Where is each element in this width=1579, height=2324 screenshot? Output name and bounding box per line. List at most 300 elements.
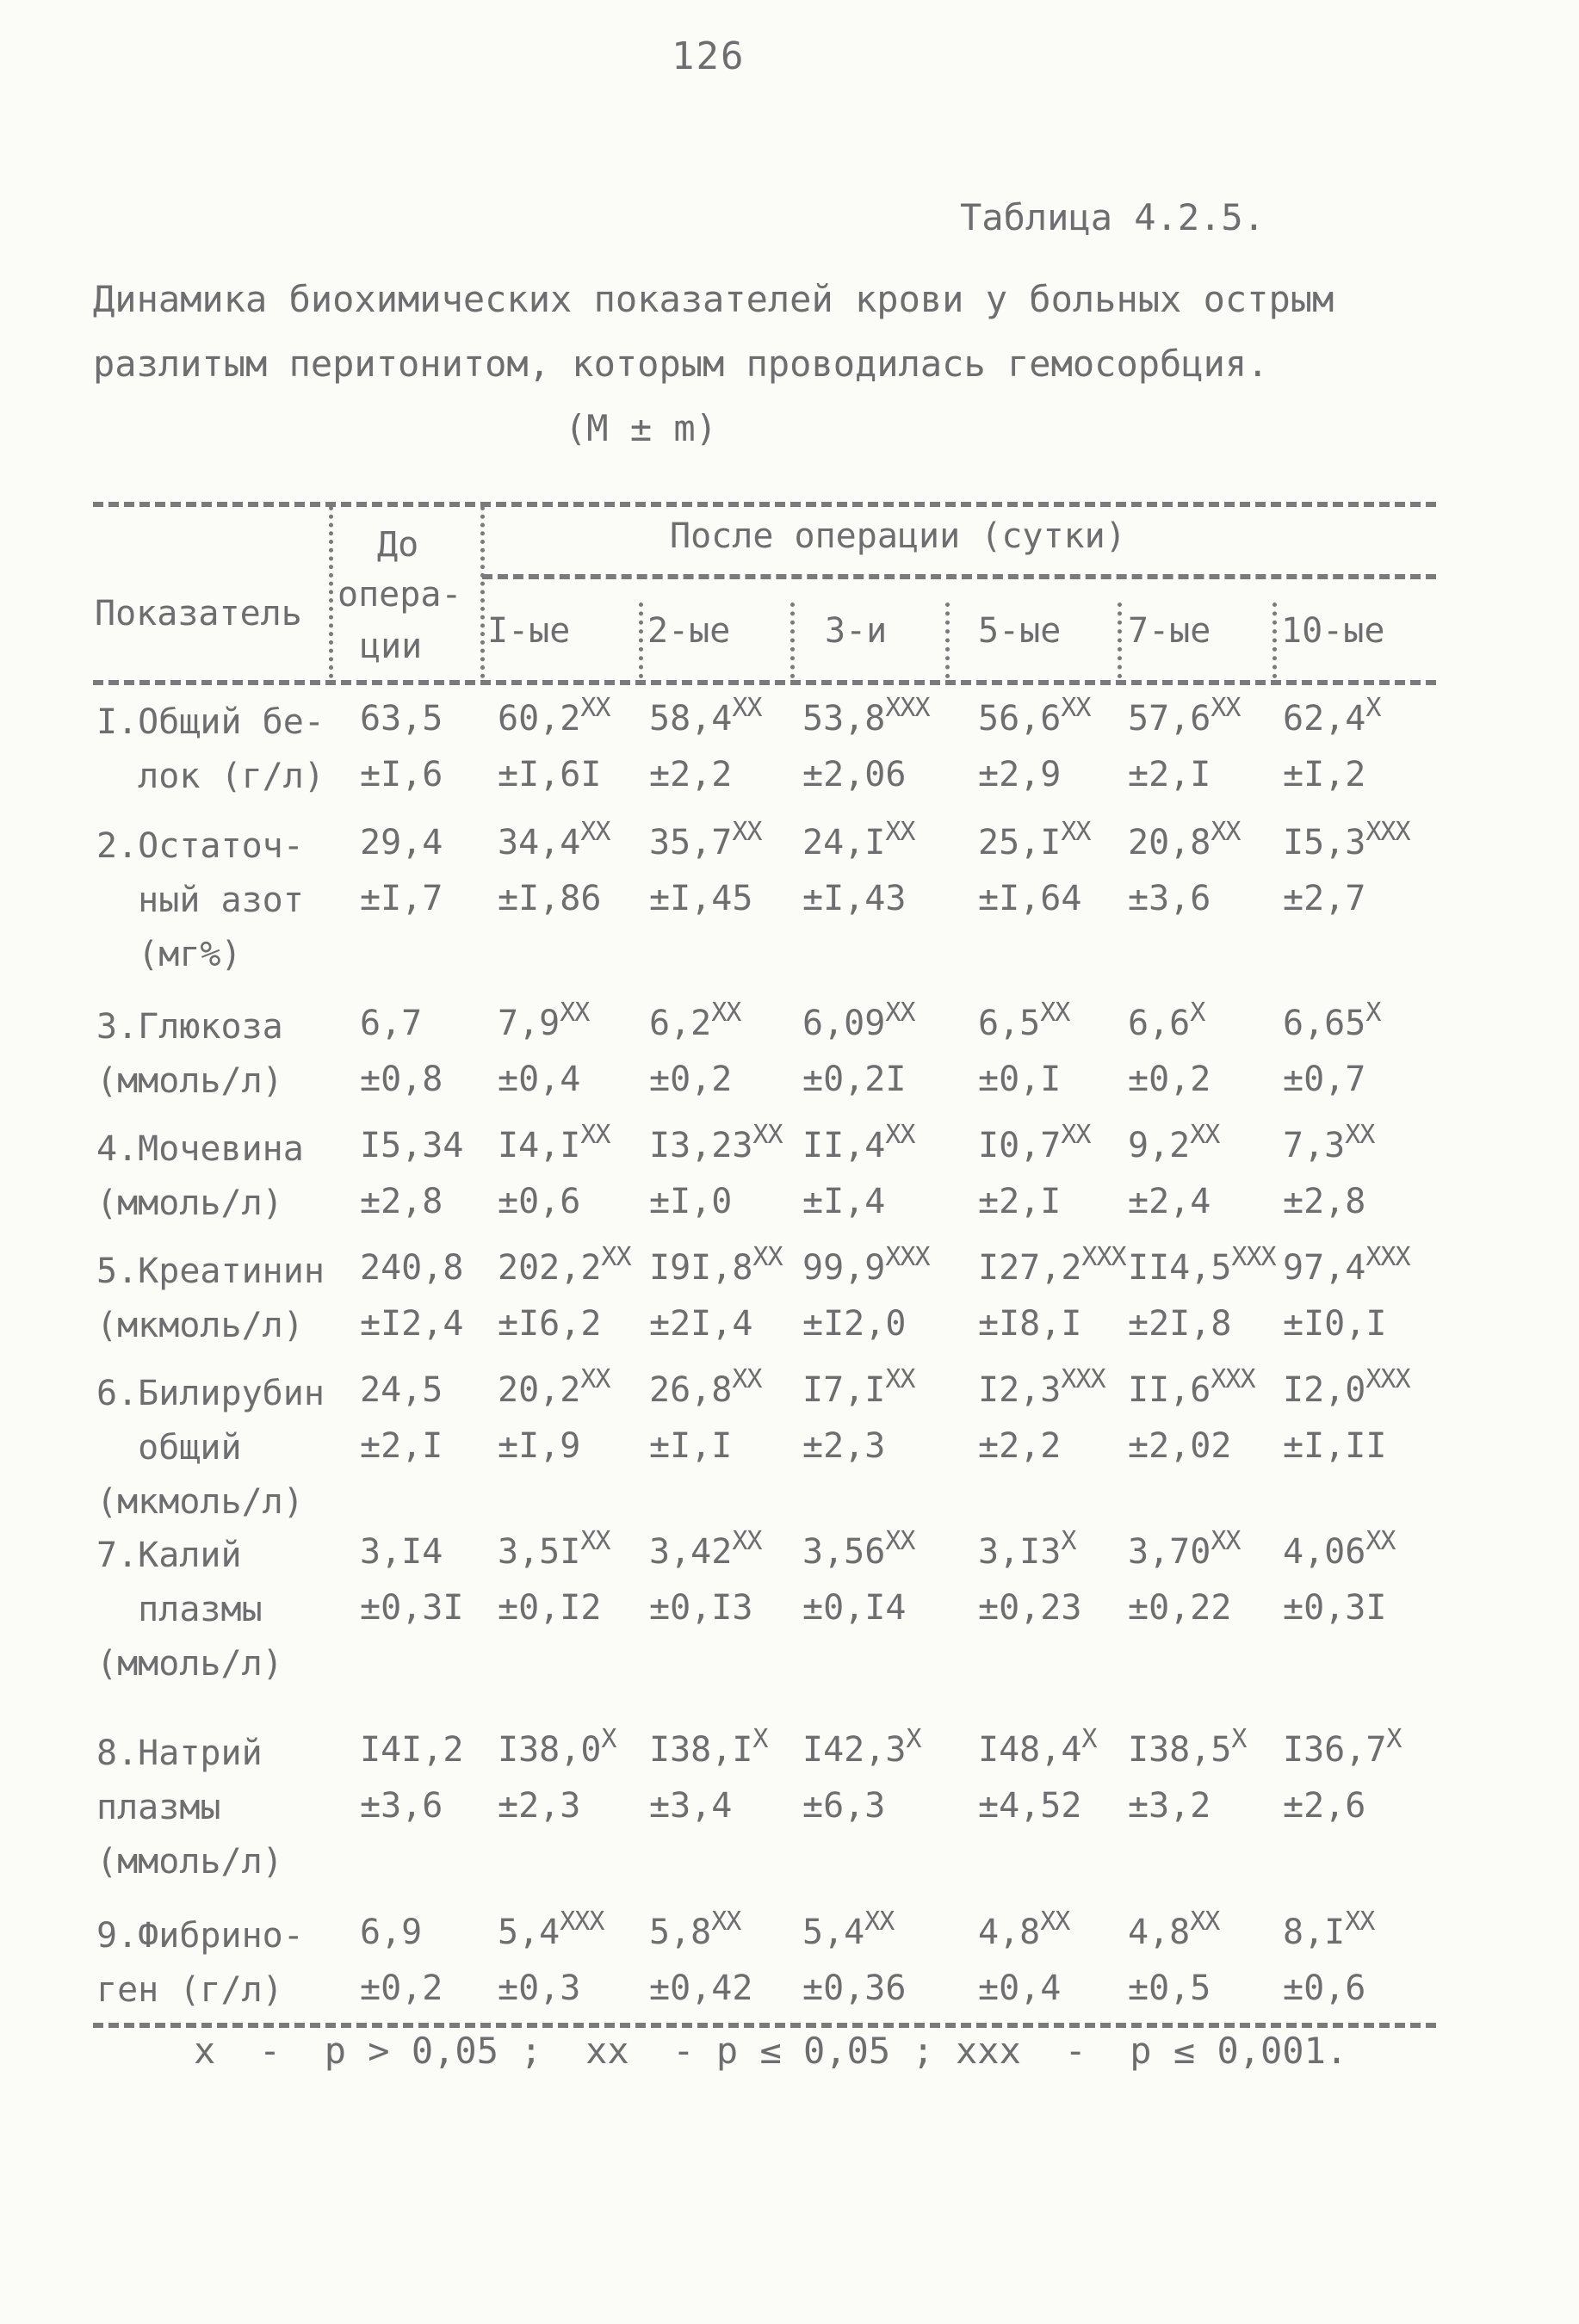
cell-error: ±0,42 xyxy=(649,1969,753,2008)
row-label-line: лок (г/л) xyxy=(96,757,325,796)
row-label-line: (мкмоль/л) xyxy=(96,1306,304,1345)
significance-mark: XXX xyxy=(885,693,930,723)
mean-value: 240,8 xyxy=(360,1248,464,1288)
mean-value: 20,2 xyxy=(498,1370,581,1410)
cell-mean xyxy=(360,1370,443,1410)
cell-mean xyxy=(1283,1242,1410,1288)
cell-error: ±0,2 xyxy=(360,1969,443,2008)
cell-mean xyxy=(978,1907,1070,1952)
significance-mark: X xyxy=(1061,1526,1076,1556)
header-after: После операции (сутки) xyxy=(670,516,1126,556)
header-bottom-rule xyxy=(93,680,1436,685)
significance-mark: XX xyxy=(580,1526,610,1556)
cell-error: ±I,45 xyxy=(649,879,753,918)
col-divider-day10 xyxy=(1272,603,1277,678)
cell-mean xyxy=(649,1907,741,1952)
significance-mark: XXX xyxy=(560,1907,604,1937)
mean-value: 62,4 xyxy=(1283,699,1366,739)
cell-mean xyxy=(1283,693,1381,739)
cell-error: ±0,3I xyxy=(1283,1588,1387,1628)
mean-value: I38,I xyxy=(649,1730,753,1770)
cell-error: ±0,3I xyxy=(360,1588,464,1628)
row-label-line: ген (г/л) xyxy=(96,1970,283,2010)
significance-mark: X xyxy=(1386,1724,1402,1754)
row-label-line: общий xyxy=(96,1428,242,1468)
significance-mark: XX xyxy=(560,998,590,1028)
mean-value: II,6 xyxy=(1128,1370,1211,1410)
mean-value: 3,5I xyxy=(498,1532,581,1572)
cell-error: ±3,4 xyxy=(649,1786,733,1826)
significance-mark: XX xyxy=(580,1120,610,1150)
cell-error: ±0,8 xyxy=(360,1060,443,1099)
mean-value: 29,4 xyxy=(360,823,443,862)
significance-mark: XXX xyxy=(885,1242,930,1272)
cell-mean xyxy=(649,1724,768,1770)
mean-value: 24,5 xyxy=(360,1370,443,1410)
cell-mean xyxy=(1128,998,1205,1043)
cell-mean xyxy=(802,1526,915,1572)
mean-value: 7,3 xyxy=(1283,1126,1346,1165)
cell-mean xyxy=(1283,998,1381,1043)
row-label-line: I.Общий бе- xyxy=(96,702,325,742)
cell-mean xyxy=(1283,1120,1375,1165)
significance-mark: XX xyxy=(1345,1120,1375,1150)
cell-mean xyxy=(360,1532,443,1572)
significance-mark: XXX xyxy=(1061,1364,1105,1394)
cell-mean xyxy=(802,1907,895,1952)
significance-mark: XX xyxy=(1061,817,1091,847)
col-divider-day2 xyxy=(639,603,643,678)
row-label xyxy=(96,1000,283,1109)
page-number: 126 xyxy=(672,34,746,78)
significance-mark: XX xyxy=(1211,693,1241,723)
significance-mark: XXX xyxy=(1365,817,1410,847)
significance-mark: XXX xyxy=(1365,1242,1410,1272)
significance-mark: XX xyxy=(580,693,610,723)
col-divider-day7 xyxy=(1118,603,1122,678)
significance-mark: XX xyxy=(711,998,741,1028)
cell-error: ±I2,4 xyxy=(360,1304,464,1344)
significance-mark: XX xyxy=(1345,1907,1375,1937)
cell-mean xyxy=(1128,1907,1220,1952)
significance-mark: X xyxy=(752,1724,768,1754)
table-caption xyxy=(93,267,1334,460)
cell-error: ±0,4 xyxy=(978,1969,1062,2008)
mean-value: 34,4 xyxy=(498,823,581,862)
mean-value: 6,9 xyxy=(360,1913,423,1952)
table-bottom-rule xyxy=(93,2023,1436,2028)
row-label xyxy=(96,819,304,982)
cell-error: ±0,I xyxy=(978,1060,1062,1099)
cell-mean xyxy=(1128,1526,1241,1572)
significance-mark: XX xyxy=(885,1526,915,1556)
mean-value: I4,I xyxy=(498,1126,581,1165)
cell-error: ±2,2 xyxy=(978,1426,1062,1466)
significance-mark: X xyxy=(1231,1724,1247,1754)
cell-error: ±I,64 xyxy=(978,879,1082,918)
mean-value: 53,8 xyxy=(802,699,886,739)
row-label-line: 3.Глюкоза xyxy=(96,1007,283,1047)
row-label-line: (ммоль/л) xyxy=(96,1842,283,1882)
cell-error: ±2,7 xyxy=(1283,879,1366,918)
table-top-rule xyxy=(93,502,1436,507)
cell-error: ±3,6 xyxy=(1128,879,1211,918)
mean-value: 3,56 xyxy=(802,1532,886,1572)
mean-value: 97,4 xyxy=(1283,1248,1366,1288)
mean-value: 5,4 xyxy=(802,1913,865,1952)
significance-mark: XX xyxy=(1211,1526,1241,1556)
cell-mean xyxy=(1283,1907,1375,1952)
cell-mean xyxy=(1128,1120,1220,1165)
cell-error: ±6,3 xyxy=(802,1786,886,1826)
cell-mean xyxy=(649,998,741,1043)
mean-value: 3,I3 xyxy=(978,1532,1062,1572)
col-divider-after xyxy=(480,506,485,678)
header-day-1: I-ые xyxy=(487,611,571,651)
caption-line-2: разлитым перитонитом, которым проводилась гемосорбция. xyxy=(93,343,1269,385)
row-label-line: плазмы xyxy=(96,1788,221,1827)
mean-value: 3,70 xyxy=(1128,1532,1211,1572)
row-label-line: плазмы xyxy=(96,1590,263,1629)
cell-mean xyxy=(498,1120,610,1165)
significance-mark: XX xyxy=(1190,1907,1220,1937)
cell-error: ±2,8 xyxy=(1283,1182,1366,1221)
cell-mean xyxy=(649,1364,762,1410)
header-before-3: ции xyxy=(360,627,423,666)
mean-value: 9,2 xyxy=(1128,1126,1191,1165)
significance-mark: XX xyxy=(732,1364,762,1394)
cell-error: ±I,2 xyxy=(1283,755,1366,794)
cell-mean xyxy=(498,1242,631,1288)
caption-line-1: Динамика биохимических показателей крови у больных острым xyxy=(93,278,1334,320)
cell-error: ±I6,2 xyxy=(498,1304,602,1344)
cell-mean xyxy=(802,998,915,1043)
row-label xyxy=(96,1529,283,1691)
cell-error: ±0,6 xyxy=(498,1182,581,1221)
significance-mark: XX xyxy=(885,998,915,1028)
mean-value: 7,9 xyxy=(498,1004,560,1043)
cell-mean xyxy=(802,1364,915,1410)
significance-mark: XX xyxy=(885,1120,915,1150)
cell-mean xyxy=(360,823,443,862)
significance-mark: X xyxy=(906,1724,921,1754)
cell-mean xyxy=(1128,693,1241,739)
mean-value: I2,0 xyxy=(1283,1370,1366,1410)
cell-mean xyxy=(1283,1364,1410,1410)
mean-value: 6,09 xyxy=(802,1004,886,1043)
row-label-line: 6.Билирубин xyxy=(96,1374,325,1413)
header-indicator: Показатель xyxy=(95,594,302,634)
mean-value: 5,8 xyxy=(649,1913,712,1952)
significance-mark: X xyxy=(1365,693,1381,723)
cell-error: ±0,23 xyxy=(978,1588,1082,1628)
cell-mean xyxy=(802,1120,915,1165)
significance-mark: XX xyxy=(1061,1120,1091,1150)
table-number: Таблица 4.2.5. xyxy=(960,196,1266,238)
header-day-3: 3-и xyxy=(825,611,888,651)
cell-error: ±0,3 xyxy=(498,1969,581,2008)
cell-mean xyxy=(978,1242,1126,1288)
row-label-line: 8.Натрий xyxy=(96,1734,263,1773)
significance-mark: X xyxy=(1190,998,1205,1028)
cell-error: ±2I,8 xyxy=(1128,1304,1232,1344)
cell-mean xyxy=(1283,1724,1402,1770)
mean-value: I48,4 xyxy=(978,1730,1082,1770)
cell-error: ±I,I xyxy=(649,1426,733,1466)
row-label-line: 4.Мочевина xyxy=(96,1129,304,1169)
significance-mark: X xyxy=(601,1724,616,1754)
cell-mean xyxy=(978,817,1091,862)
cell-mean xyxy=(360,1004,422,1043)
mean-value: I42,3 xyxy=(802,1730,907,1770)
cell-error: ±2,3 xyxy=(498,1786,581,1826)
header-before-1: До xyxy=(377,525,419,565)
mean-value: 6,6 xyxy=(1128,1004,1191,1043)
mean-value: 57,6 xyxy=(1128,699,1211,739)
cell-error: ±0,2 xyxy=(649,1060,733,1099)
significance-mark: XXX xyxy=(1211,1364,1255,1394)
mean-value: 202,2 xyxy=(498,1248,602,1288)
cell-mean xyxy=(978,1526,1076,1572)
mean-value: 58,4 xyxy=(649,699,733,739)
row-label-line: 9.Фибрино- xyxy=(96,1916,304,1956)
cell-mean xyxy=(360,1730,463,1770)
cell-error: ±0,2I xyxy=(802,1060,907,1099)
cell-error: ±2,9 xyxy=(978,755,1062,794)
mean-value: II4,5 xyxy=(1128,1248,1232,1288)
cell-mean xyxy=(360,1126,463,1165)
mean-value: I3,23 xyxy=(649,1126,753,1165)
cell-error: ±2,02 xyxy=(1128,1426,1232,1466)
mean-value: 4,06 xyxy=(1283,1532,1366,1572)
mean-value: 6,7 xyxy=(360,1004,423,1043)
cell-error: ±3,6 xyxy=(360,1786,443,1826)
cell-error: ±0,7 xyxy=(1283,1060,1366,1099)
cell-mean xyxy=(978,693,1091,739)
significance-mark: XX xyxy=(1211,817,1241,847)
cell-error: ±I,43 xyxy=(802,879,907,918)
header-day-7: 7-ые xyxy=(1128,611,1211,651)
significance-mark: XX xyxy=(1061,693,1091,723)
cell-mean xyxy=(1283,1526,1396,1572)
cell-error: ±I,II xyxy=(1283,1426,1387,1466)
row-label-line: (ммоль/л) xyxy=(96,1184,283,1223)
significance-mark: XX xyxy=(1365,1526,1396,1556)
significance-mark: XX xyxy=(732,817,762,847)
mean-value: 63,5 xyxy=(360,699,443,739)
cell-error: ±0,22 xyxy=(1128,1588,1232,1628)
cell-mean xyxy=(1283,817,1410,862)
col-divider-day5 xyxy=(945,603,950,678)
cell-error: ±I,6 xyxy=(360,755,443,794)
cell-error: ±4,52 xyxy=(978,1786,1082,1826)
mean-value: I9I,8 xyxy=(649,1248,753,1288)
cell-mean xyxy=(360,1248,463,1288)
header-day-2: 2-ые xyxy=(647,611,731,651)
cell-mean xyxy=(498,998,590,1043)
cell-mean xyxy=(498,817,610,862)
caption-line-3: (M ± m) xyxy=(565,407,718,449)
row-label xyxy=(96,1245,325,1353)
mean-value: I4I,2 xyxy=(360,1730,464,1770)
cell-error: ±2,8 xyxy=(360,1182,443,1221)
cell-error: ±I0,I xyxy=(1283,1304,1387,1344)
mean-value: 3,42 xyxy=(649,1532,733,1572)
cell-mean xyxy=(802,1242,930,1288)
mean-value: 6,65 xyxy=(1283,1004,1366,1043)
significance-mark: XX xyxy=(732,1526,762,1556)
cell-error: ±I,0 xyxy=(649,1182,733,1221)
row-label xyxy=(96,1122,304,1231)
mean-value: 4,8 xyxy=(1128,1913,1191,1952)
mean-value: 26,8 xyxy=(649,1370,733,1410)
cell-error: ±2,2 xyxy=(649,755,733,794)
row-label xyxy=(96,1909,304,2018)
cell-error: ±0,I4 xyxy=(802,1588,907,1628)
significance-mark: XX xyxy=(752,1242,783,1272)
header-day-5: 5-ые xyxy=(978,611,1062,651)
cell-mean xyxy=(649,817,762,862)
significance-mark: XX xyxy=(601,1242,631,1272)
cell-mean xyxy=(1128,817,1241,862)
mean-value: II,4 xyxy=(802,1126,886,1165)
cell-mean xyxy=(802,817,915,862)
significance-mark: XX xyxy=(1190,1120,1220,1150)
significance-mark: XXX xyxy=(1365,1364,1410,1394)
cell-mean xyxy=(1128,1242,1276,1288)
footnote: x - p > 0,05 ; xx - p ≤ 0,05 ; xxx - p ≤ 0,001. xyxy=(194,2030,1348,2072)
cell-mean xyxy=(978,1120,1091,1165)
mean-value: 60,2 xyxy=(498,699,581,739)
cell-mean xyxy=(1128,1364,1255,1410)
significance-mark: XX xyxy=(732,693,762,723)
significance-mark: XX xyxy=(580,817,610,847)
mean-value: 6,2 xyxy=(649,1004,712,1043)
cell-error: ±0,5 xyxy=(1128,1969,1211,2008)
row-label-line: 2.Остаточ- xyxy=(96,826,304,866)
col-divider-before xyxy=(329,506,333,678)
mean-value: I38,5 xyxy=(1128,1730,1232,1770)
row-label-line: (мг%) xyxy=(96,935,242,974)
mean-value: I7,I xyxy=(802,1370,886,1410)
significance-mark: X xyxy=(1365,998,1381,1028)
header-before-2: опера- xyxy=(337,575,462,615)
cell-mean xyxy=(498,1907,604,1952)
row-label xyxy=(96,1367,325,1530)
cell-mean xyxy=(802,1724,921,1770)
row-label-line: ный азот xyxy=(96,881,304,920)
mean-value: 6,5 xyxy=(978,1004,1041,1043)
cell-mean xyxy=(649,1120,783,1165)
mean-value: 56,6 xyxy=(978,699,1062,739)
cell-mean xyxy=(978,998,1070,1043)
col-divider-day3 xyxy=(790,603,795,678)
cell-error: ±2,3 xyxy=(802,1426,886,1466)
cell-error: ±I,7 xyxy=(360,879,443,918)
mean-value: I5,34 xyxy=(360,1126,464,1165)
row-label xyxy=(96,695,325,804)
cell-error: ±2,I xyxy=(360,1426,443,1466)
significance-mark: XX xyxy=(885,1364,915,1394)
cell-mean xyxy=(498,1724,616,1770)
significance-mark: XX xyxy=(711,1907,741,1937)
cell-mean xyxy=(802,693,930,739)
cell-mean xyxy=(360,1913,422,1952)
header-day-10: 10-ые xyxy=(1281,611,1385,651)
significance-mark: XXX xyxy=(1231,1242,1276,1272)
significance-mark: XX xyxy=(1040,1907,1070,1937)
row-label-line: (ммоль/л) xyxy=(96,1061,283,1101)
row-label-line: 7.Калий xyxy=(96,1536,242,1575)
cell-mean xyxy=(498,693,610,739)
cell-error: ±0,4 xyxy=(498,1060,581,1099)
mean-value: 35,7 xyxy=(649,823,733,862)
mean-value: 3,I4 xyxy=(360,1532,443,1572)
cell-error: ±2I,4 xyxy=(649,1304,753,1344)
mean-value: 99,9 xyxy=(802,1248,886,1288)
cell-mean xyxy=(1128,1724,1247,1770)
significance-mark: XXX xyxy=(1081,1242,1126,1272)
cell-error: ±0,6 xyxy=(1283,1969,1366,2008)
significance-mark: XX xyxy=(864,1907,895,1937)
row-label-line: (ммоль/л) xyxy=(96,1644,283,1684)
cell-error: ±0,2 xyxy=(1128,1060,1211,1099)
cell-error: ±0,I2 xyxy=(498,1588,602,1628)
mean-value: I0,7 xyxy=(978,1126,1062,1165)
row-label-line: 5.Креатинин xyxy=(96,1252,325,1291)
mean-value: 4,8 xyxy=(978,1913,1041,1952)
cell-mean xyxy=(978,1724,1097,1770)
cell-mean xyxy=(649,1526,762,1572)
cell-error: ±3,2 xyxy=(1128,1786,1211,1826)
mean-value: I2,3 xyxy=(978,1370,1062,1410)
row-label-line: (мкмоль/л) xyxy=(96,1482,304,1522)
cell-error: ±2,06 xyxy=(802,755,907,794)
mean-value: I27,2 xyxy=(978,1248,1082,1288)
mean-value: I5,3 xyxy=(1283,823,1366,862)
header-mid-rule xyxy=(482,574,1436,579)
cell-mean xyxy=(360,699,443,739)
mean-value: 25,I xyxy=(978,823,1062,862)
cell-mean xyxy=(498,1364,610,1410)
significance-mark: XX xyxy=(885,817,915,847)
cell-error: ±I,4 xyxy=(802,1182,886,1221)
mean-value: I38,0 xyxy=(498,1730,602,1770)
mean-value: 24,I xyxy=(802,823,886,862)
cell-error: ±2,6 xyxy=(1283,1786,1366,1826)
cell-error: ±I,86 xyxy=(498,879,602,918)
cell-error: ±I8,I xyxy=(978,1304,1082,1344)
cell-error: ±I,6I xyxy=(498,755,602,794)
cell-error: ±I2,0 xyxy=(802,1304,907,1344)
cell-error: ±0,36 xyxy=(802,1969,907,2008)
mean-value: 8,I xyxy=(1283,1913,1346,1952)
row-label xyxy=(96,1727,283,1889)
cell-error: ±2,I xyxy=(978,1182,1062,1221)
significance-mark: XX xyxy=(580,1364,610,1394)
cell-mean xyxy=(649,693,762,739)
cell-mean xyxy=(978,1364,1105,1410)
mean-value: 20,8 xyxy=(1128,823,1211,862)
cell-error: ±0,I3 xyxy=(649,1588,753,1628)
mean-value: I36,7 xyxy=(1283,1730,1387,1770)
cell-error: ±2,4 xyxy=(1128,1182,1211,1221)
cell-error: ±2,I xyxy=(1128,755,1211,794)
cell-error: ±I,9 xyxy=(498,1426,581,1466)
mean-value: 5,4 xyxy=(498,1913,560,1952)
significance-mark: XX xyxy=(1040,998,1070,1028)
significance-mark: XX xyxy=(752,1120,783,1150)
